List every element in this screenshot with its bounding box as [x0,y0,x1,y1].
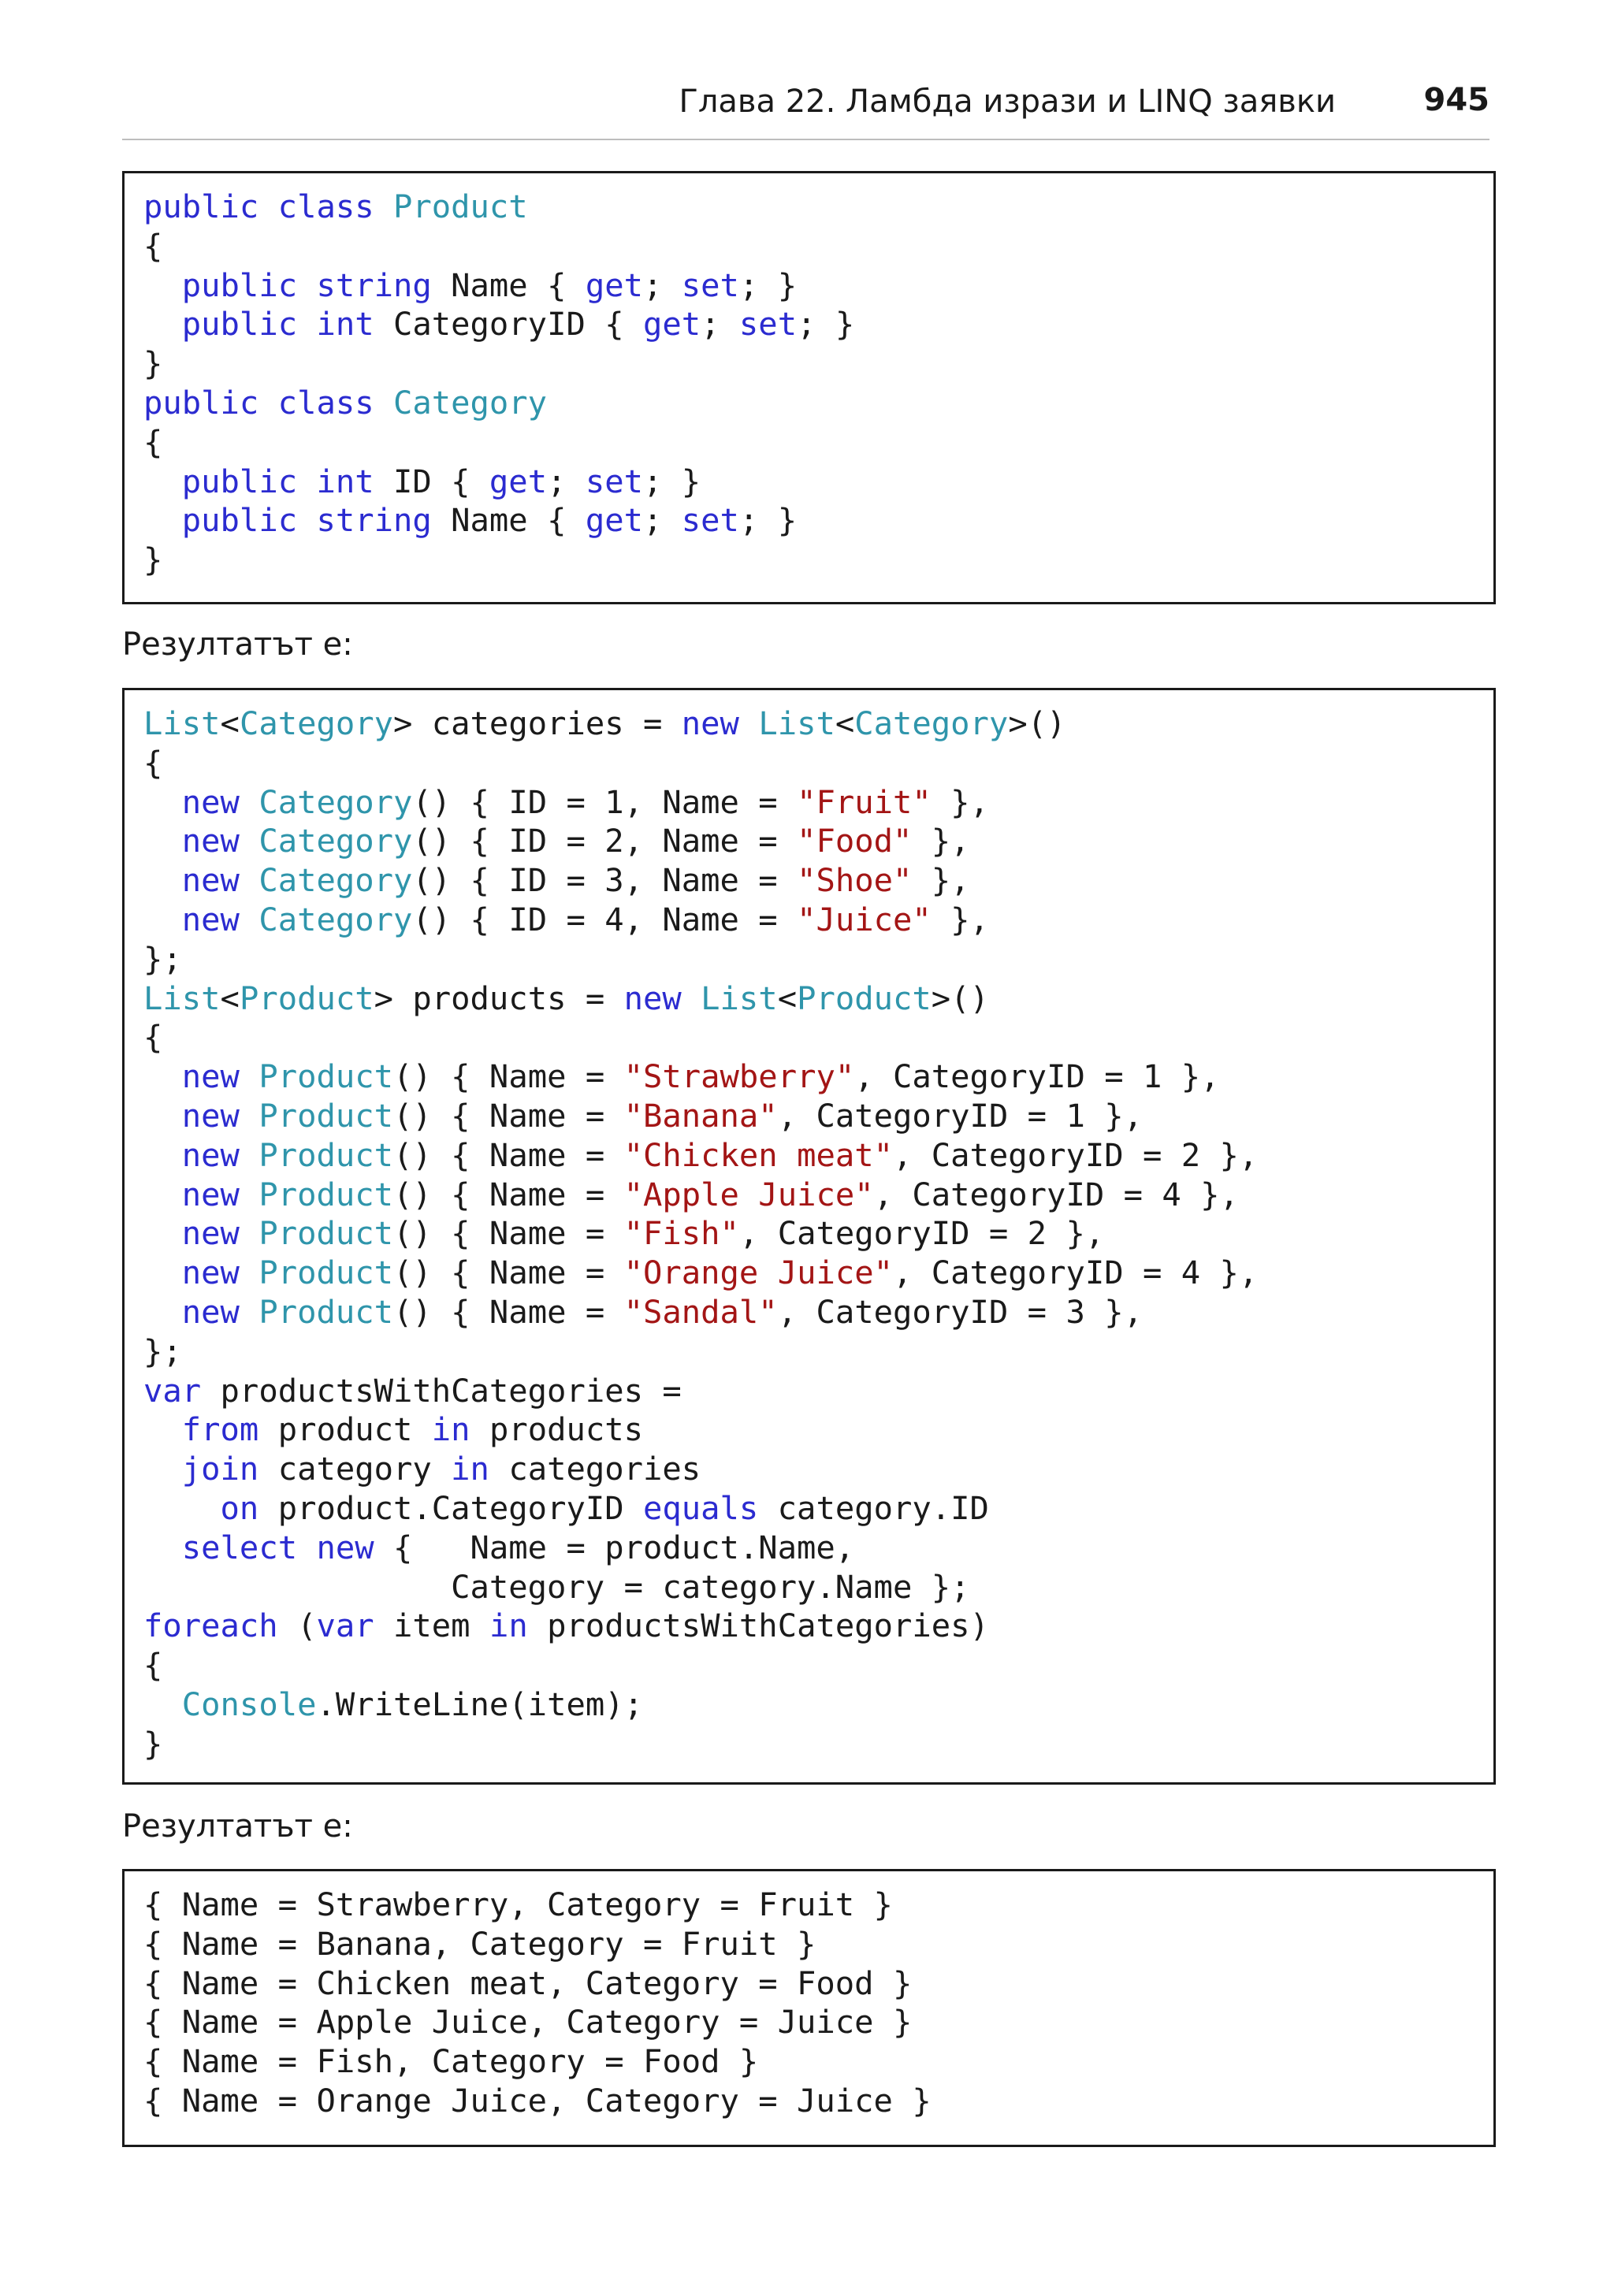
code-token: get [642,305,701,344]
code-token: new [181,1292,259,1331]
code-token: "Food" [797,822,913,860]
code-line [143,463,1493,502]
code-token: { Name = Banana, Category = Fruit } [143,1924,816,1963]
code-token: Category [258,861,413,900]
code-token [143,861,182,899]
code-token: { [143,743,163,782]
code-token: "Orange Juice" [623,1254,893,1292]
code-line [143,501,1493,541]
code-token [143,1489,221,1527]
code-line [143,1646,1493,1685]
code-token [143,1097,182,1135]
code-token: , CategoryID = 3 }, [777,1292,1143,1331]
code-line [143,1372,1493,1411]
code-token [143,501,182,539]
code-token: < [777,979,798,1017]
code-token: get [489,462,548,500]
code-token [143,305,182,343]
code-line [143,1964,1493,2004]
code-token: , CategoryID = 4 }, [873,1175,1239,1213]
code-token: () { Name = [393,1096,624,1135]
code-line [143,2082,1493,2121]
code-token: new [181,1135,259,1174]
code-token: List [701,979,778,1017]
code-token: > products = [374,979,624,1017]
code-token: () { Name = [393,1292,624,1331]
code-token: item [393,1607,489,1645]
code-token: Product [258,1292,394,1331]
code-token: set [585,462,644,500]
code-token: Product [239,979,374,1017]
code-line [143,1529,1493,1568]
code-token: CategoryID { [393,305,643,344]
code-token: Product [258,1254,394,1292]
code-token: ; } [738,266,798,304]
page-number: 945 [1423,82,1489,118]
code-token [143,822,182,860]
code-token: { [143,226,163,265]
code-token: public string [181,501,452,540]
code-token: { [143,422,163,461]
code-line [143,744,1493,783]
code-token: Product [797,979,932,1017]
code-token: equals [642,1488,778,1527]
code-token: ID { [393,462,489,500]
code-line [143,305,1493,344]
code-token [143,266,182,304]
code-line [143,1254,1493,1293]
code-token: in [489,1607,548,1645]
code-token: , CategoryID = 2 }, [738,1214,1105,1253]
code-token: > categories = [393,704,682,742]
code-line [143,344,1493,384]
code-block-product-category-classes [122,171,1496,604]
code-token: , CategoryID = 1 }, [777,1096,1143,1135]
code-token: Category [258,900,413,938]
code-token [143,463,182,500]
code-token: new [181,1057,259,1096]
code-token: () { Name = [393,1254,624,1292]
code-token: , CategoryID = 4 }, [893,1254,1259,1292]
code-token: () { Name = [393,1214,624,1253]
code-token [143,1136,182,1174]
code-line [143,1097,1493,1136]
code-line [143,940,1493,979]
code-token: Product [258,1214,394,1253]
code-token: ; [643,501,682,540]
code-token: () { ID = 2, Name = [412,822,798,860]
code-token: product [277,1410,432,1449]
code-token: select new [181,1528,393,1566]
code-line [143,541,1493,580]
header-divider [122,139,1489,140]
code-token: ; [643,266,682,304]
code-token: { Name = Strawberry, Category = Fruit } [143,1885,893,1923]
code-line [143,861,1493,901]
code-token: () { Name = [393,1135,624,1174]
code-token: "Shoe" [797,861,913,900]
code-line [143,1725,1493,1764]
code-token [143,1685,182,1723]
code-line [143,1885,1493,1925]
code-block-linq-join [122,688,1496,1785]
code-token: new [181,900,259,938]
code-token [143,1176,182,1213]
code-token: var [316,1607,394,1645]
code-token: Category [854,704,1009,742]
code-line [143,1568,1493,1607]
code-token: () { ID = 3, Name = [412,861,798,900]
code-token: }, [931,782,989,821]
code-token: new [681,704,759,742]
code-token: set [681,501,739,540]
code-token: "Banana" [623,1096,778,1135]
code-token: , CategoryID = 2 }, [893,1135,1259,1174]
code-token: }, [912,822,970,860]
code-token: List [143,704,221,742]
code-line [143,384,1493,423]
code-token: Category [392,383,548,422]
code-token: () { Name = [393,1175,624,1213]
code-token: () { ID = 1, Name = [412,782,798,821]
code-token: Product [258,1135,394,1174]
code-token: { Name = Chicken meat, Category = Food } [143,1963,913,2002]
code-token: { [143,1646,163,1685]
code-token: < [220,979,240,1017]
code-token: .WriteLine(item); [316,1685,643,1723]
code-token: new [181,822,259,860]
code-token: ; } [797,305,855,344]
code-token: public int [181,305,393,344]
code-token: { Name = Apple Juice, Category = Juice } [143,2003,913,2042]
code-token: new [181,1096,259,1135]
code-token: get [585,266,643,304]
code-line [143,1925,1493,1964]
code-token: Category [239,704,394,742]
code-token: Product [258,1175,394,1213]
code-token: category [277,1450,452,1488]
code-line [143,1332,1493,1372]
code-token: >() [1008,704,1066,742]
code-line [143,979,1493,1019]
code-line [143,783,1493,823]
code-token: productsWithCategories = [220,1371,682,1410]
code-token: < [220,704,240,742]
code-token: ; } [738,501,798,540]
code-token: new [181,861,259,900]
code-token: }; [143,1332,182,1370]
code-line [143,1057,1493,1097]
code-token: new [623,979,701,1017]
code-token: ; [701,305,739,344]
code-line [143,188,1493,227]
code-line [143,266,1493,306]
code-token: "Fish" [623,1214,739,1253]
code-token: }, [912,861,970,900]
code-token: List [758,704,835,742]
code-token: var [143,1371,221,1410]
code-token: "Apple Juice" [623,1175,874,1213]
code-token: ; } [643,462,701,500]
code-line [143,1607,1493,1646]
code-line [143,704,1493,744]
code-token: "Fruit" [797,782,932,821]
code-token: new [181,1214,259,1253]
code-line [143,1176,1493,1215]
code-token: public class [143,188,393,225]
code-line [143,2003,1493,2042]
code-token: Product [258,1057,394,1096]
code-token: () { ID = 4, Name = [412,900,798,938]
code-line [143,1293,1493,1332]
code-line [143,1214,1493,1254]
code-token: { Name = product.Name, [393,1528,855,1566]
code-token: "Juice" [797,900,932,938]
result-label: Резултатът е: [122,626,353,663]
code-token: public class [143,383,393,422]
code-token [143,1214,182,1252]
code-token: "Chicken meat" [623,1135,893,1174]
code-token [143,783,182,821]
code-token: }, [931,900,989,938]
code-token: { Name = Fish, Category = Food } [143,2042,759,2081]
code-token: "Sandal" [623,1292,778,1331]
code-token: foreach [143,1607,298,1645]
code-line [143,1489,1493,1529]
code-token: set [738,305,798,344]
code-token: "Strawberry" [623,1057,855,1096]
code-token: } [143,1724,163,1763]
code-token: categories [508,1450,701,1488]
code-token: Name { [451,266,586,304]
code-line [143,2042,1493,2082]
code-token [143,1450,182,1488]
code-token: public string [181,266,452,304]
code-token: Category = category.Name }; [143,1567,970,1606]
code-token: ; [547,462,586,500]
code-token: Product [258,1096,394,1135]
code-token: List [143,979,221,1017]
code-token [143,901,182,938]
code-token: >() [931,979,989,1017]
code-line [143,1410,1493,1450]
code-token: new [181,1175,259,1213]
code-token: category.ID [777,1488,989,1527]
code-token: new [181,782,259,821]
code-token [143,1254,182,1291]
code-token: Category [258,782,413,821]
code-token [143,1293,182,1331]
code-token: ( [297,1607,317,1645]
code-token: get [585,501,643,540]
code-token: Console [181,1685,317,1723]
code-token: } [143,344,163,383]
code-line [143,1450,1493,1489]
code-token: Category [258,822,413,860]
code-token: Product [392,188,528,225]
result-label: Резултатът е: [122,1808,353,1845]
code-token: in [451,1450,509,1488]
code-token: productsWithCategories) [547,1607,989,1645]
code-line [143,1685,1493,1725]
code-token: join [181,1450,278,1488]
code-token: product.CategoryID [277,1488,643,1527]
code-token [143,1410,182,1448]
code-line [143,227,1493,266]
output-block [122,1869,1496,2147]
code-line [143,901,1493,940]
code-token: } [143,541,163,579]
code-token: from [181,1410,278,1449]
code-token: , CategoryID = 1 }, [854,1057,1220,1096]
code-token: Name { [451,501,586,540]
chapter-title: Глава 22. Ламбда изрази и LINQ заявки [679,84,1336,120]
code-token: public int [181,462,393,500]
code-token: }; [143,939,182,978]
code-token [143,1057,182,1095]
code-token: set [681,266,739,304]
code-token: () { Name = [393,1057,624,1096]
code-token: new [181,1254,259,1292]
code-line [143,1136,1493,1176]
code-line [143,423,1493,463]
code-line [143,1018,1493,1057]
page-header [122,79,1489,140]
code-token: { Name = Orange Juice, Category = Juice } [143,2081,932,2120]
code-token [143,1529,182,1566]
code-token: in [431,1410,489,1449]
code-token: on [220,1488,278,1527]
code-token: < [835,704,855,742]
code-line [143,822,1493,861]
code-token: products [489,1410,644,1449]
code-token: { [143,1018,163,1057]
